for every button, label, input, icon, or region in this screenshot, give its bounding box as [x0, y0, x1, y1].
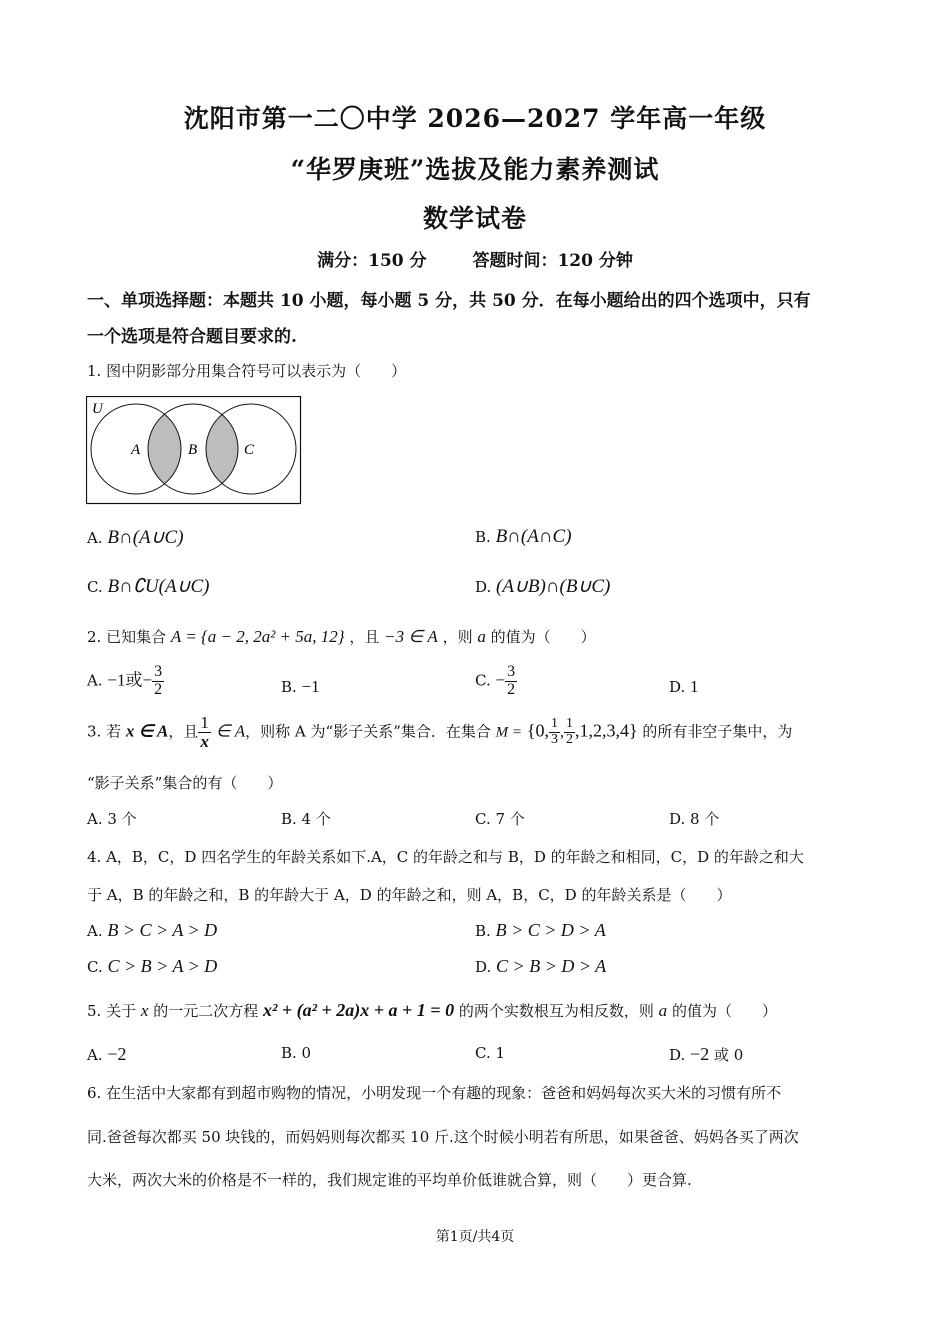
- q1-option-c[interactable]: [87, 575, 209, 598]
- q1-option-d-label: D.: [475, 578, 492, 596]
- q2-option-a[interactable]: [87, 664, 164, 699]
- q1-option-a-text: B∩(A∪C): [107, 527, 184, 548]
- q3-set-open: {0,: [526, 720, 549, 741]
- q1-option-b-label: B.: [475, 528, 491, 546]
- q3-stem-line2: “影子关系”集合的有（ ）: [87, 774, 283, 792]
- q3-fraction-1-over-x: $\frac{1}{x}$: [200, 713, 209, 751]
- q5-stem-part3: 的两个实数根互为相反数，则: [458, 1002, 654, 1020]
- q2-option-a-label: A.: [87, 671, 103, 690]
- q4-option-d[interactable]: [475, 956, 606, 977]
- q3-stem: 3. 若 x ∈ A，且 $\frac{1}{x}$ ∈ A，则称 A 为“影子关系”集合．在集合 M = {0, $\frac{1}{3}$ , $\frac{1}{2}$ ,1,2,3,4} 的所有非空子集中，为: [87, 713, 793, 751]
- q3-stem-part1: 3. 若: [87, 722, 122, 741]
- venn-label-a: A: [131, 442, 141, 458]
- q2-variable: a: [477, 627, 486, 646]
- q2-stem-prefix: 2. 已知集合: [87, 628, 167, 646]
- score-info: [0, 246, 950, 271]
- q1-option-c-label: C.: [87, 578, 103, 596]
- q3-option-a[interactable]: A. 3 个: [87, 810, 137, 828]
- q1-option-c-text: B∩∁U(A∪C): [107, 576, 210, 597]
- q4-option-b-label: B.: [475, 922, 491, 940]
- q4-option-c-label: C.: [87, 958, 103, 976]
- q4-option-d-text: C > B > D > A: [496, 956, 607, 976]
- q2-option-d[interactable]: [669, 677, 699, 697]
- q5-option-d-suffix: 或 0: [713, 1046, 744, 1064]
- q4-option-c[interactable]: [87, 956, 217, 977]
- q2-option-b[interactable]: [281, 677, 320, 697]
- section-heading-line1: 一、单项选择题：本题共 10 小题，每小题 5 分，共 50 分．在每小题给出的四个选项中，只有: [87, 291, 811, 311]
- q4-option-c-text: C > B > A > D: [107, 956, 218, 976]
- q4-option-d-label: D.: [475, 958, 492, 976]
- q3-set-name: M =: [495, 724, 523, 741]
- q2-stem-mid2: ，则: [442, 628, 473, 646]
- q1-option-d[interactable]: [475, 575, 610, 598]
- q3-math-1: x ∈ A: [125, 721, 169, 741]
- exam-class-title: “华罗庚班”选拔及能力素养测试: [290, 155, 660, 184]
- q1-option-b[interactable]: [475, 526, 572, 548]
- q2-option-a-text: −1或−: [107, 670, 153, 690]
- venn-label-u: U: [92, 401, 103, 417]
- q5-variable-a: a: [658, 1001, 668, 1020]
- q3-option-d[interactable]: D. 8 个: [669, 810, 720, 828]
- q2-option-c-text: −: [495, 670, 506, 690]
- q2-option-d-label: D.: [669, 678, 686, 696]
- q4-stem-line1: 4. A，B，C，D 四名学生的年龄关系如下.A，C 的年龄之和与 B，D 的年龄之和相同，C，D 的年龄之和大: [87, 848, 804, 866]
- q5-option-a-text: −2: [107, 1044, 127, 1064]
- q6-stem-line3: 大米，两次大米的价格是不一样的，我们规定谁的平均单价低谁就合算，则（ ）更合算.: [87, 1171, 692, 1189]
- q2-option-b-label: B.: [281, 678, 297, 696]
- exam-school-title: 沈阳市第一二〇中学 2026—2027 学年高一年级: [183, 104, 767, 133]
- q2-option-d-text: 1: [690, 677, 699, 696]
- q5-option-d-text: −2: [690, 1044, 710, 1064]
- q3-fraction-third: $\frac{1}{3}$: [550, 716, 558, 747]
- q4-option-b[interactable]: [475, 920, 606, 941]
- q4-option-a-label: A.: [87, 922, 103, 940]
- q6-stem-line2: 同.爸爸每次都买 50 块钱的，而妈妈则每次都买 10 斤.这个时候小明若有所思，如果爸爸、妈妈各买了两次: [87, 1128, 799, 1146]
- section-heading-line2: 一个选项是符合题目要求的.: [87, 327, 297, 347]
- q5-stem-part1: 5. 关于: [87, 1002, 137, 1020]
- q1-option-d-text: (A∪B)∩(B∪C): [496, 576, 611, 597]
- q4-option-a[interactable]: [87, 920, 217, 941]
- q1-stem: 1. 图中阴影部分用集合符号可以表示为（ ）: [87, 362, 407, 380]
- q2-condition: −3 ∈ A: [384, 627, 438, 646]
- page-number: 第1页/共4页: [435, 1229, 515, 1245]
- q5-option-d-label: D.: [669, 1046, 686, 1064]
- q1-option-b-text: B∩(A∩C): [495, 526, 572, 547]
- q1-option-a[interactable]: [87, 526, 184, 549]
- venn-diagram: [86, 396, 302, 505]
- q2-set-expression: A = {a − 2, 2a² + 5a, 12}: [170, 627, 345, 646]
- q3-option-c[interactable]: C. 7 个: [475, 810, 525, 828]
- q5-stem: [87, 1000, 777, 1021]
- q5-option-a-label: A.: [87, 1046, 103, 1064]
- q4-option-a-text: B > C > A > D: [107, 920, 218, 940]
- q3-stem-part4: 的所有非空子集中，为: [642, 722, 793, 741]
- venn-label-b: B: [188, 442, 198, 458]
- q5-equation: x² + (a² + 2a)x + a + 1 = 0: [263, 1000, 455, 1020]
- q1-option-a-label: A.: [87, 529, 103, 547]
- answer-time: 答题时间：120 分钟: [472, 251, 633, 271]
- q3-set-close: ,1,2,3,4}: [574, 720, 638, 741]
- exam-subject-title: 数学试卷: [422, 204, 527, 233]
- q3-stem-part2: ，且: [168, 722, 199, 741]
- q2-option-c-fraction: $\frac{3}{2}$: [507, 663, 516, 698]
- q5-variable-x: x: [140, 1001, 149, 1020]
- q2-stem-mid: ，且: [349, 628, 380, 646]
- q4-stem-line2: 于 A，B 的年龄之和，B 的年龄大于 A，D 的年龄之和，则 A，B，C，D 的年龄关系是（ ）: [87, 886, 732, 904]
- q6-stem-line1: 6. 在生活中大家都有到超市购物的情况，小明发现一个有趣的现象：爸爸和妈妈每次买大米的习惯有所不: [87, 1084, 782, 1102]
- q2-stem-suffix: 的值为（ ）: [490, 628, 596, 646]
- q4-option-b-text: B > C > D > A: [495, 920, 606, 940]
- q5-stem-part2: 的一元二次方程: [153, 1002, 259, 1020]
- q2-option-c[interactable]: [475, 664, 517, 699]
- q3-fraction-half: $\frac{1}{2}$: [565, 716, 573, 747]
- q5-option-d[interactable]: [669, 1044, 743, 1065]
- q3-math-2: ∈ A: [215, 721, 246, 741]
- venn-label-c: C: [244, 442, 255, 458]
- q2-option-c-label: C.: [475, 671, 491, 690]
- q5-stem-part4: 的值为（ ）: [671, 1002, 777, 1020]
- q5-option-c[interactable]: C. 1: [475, 1044, 506, 1062]
- q3-stem-part3: ，则称 A 为“影子关系”集合．在集合: [245, 722, 491, 741]
- full-score: 满分：150 分: [317, 251, 427, 271]
- q5-option-a[interactable]: [87, 1044, 127, 1065]
- q2-option-a-fraction: $\frac{3}{2}$: [154, 663, 163, 698]
- q3-option-b[interactable]: B. 4 个: [281, 810, 331, 828]
- q2-stem: [87, 626, 596, 647]
- q2-option-b-text: −1: [301, 677, 320, 696]
- q5-option-b[interactable]: B. 0: [281, 1044, 312, 1062]
